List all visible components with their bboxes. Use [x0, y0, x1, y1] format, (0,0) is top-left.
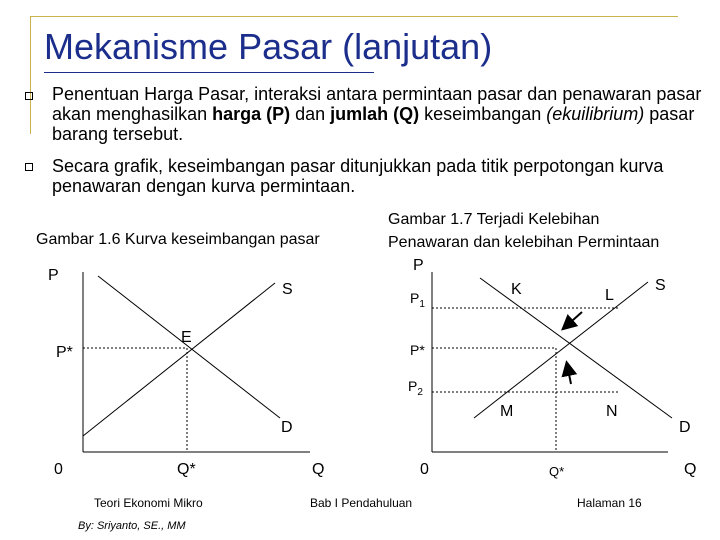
figure2-s-label: S — [655, 277, 666, 294]
figure2-diagram — [408, 257, 696, 479]
figure2-q-label: Q — [684, 461, 697, 478]
footer-page-number: Halaman 16 — [577, 496, 642, 510]
figure2-downward-pressure-arrow-icon — [564, 312, 582, 328]
figure1-caption: Gambar 1.6 Kurva keseimbangan pasar — [36, 231, 320, 248]
footer-author: By: Sriyanto, SE., MM — [78, 520, 186, 532]
figure2-n-label: N — [606, 403, 618, 420]
bullet-text-segment: keseimbangan — [419, 104, 547, 124]
bullet-text-segment: dan — [290, 104, 331, 124]
figure2-upward-pressure-arrow-icon — [567, 364, 571, 384]
figure1-s-label: S — [282, 281, 293, 298]
figure1-d-label: D — [281, 419, 293, 436]
footer-chapter: Bab I Pendahuluan — [310, 496, 413, 510]
figure1-p-star-label: P* — [56, 344, 73, 361]
slide-title: Mekanisme Pasar (lanjutan) — [44, 26, 493, 67]
figure2-caption-line1: Gambar 1.7 Terjadi Kelebihan — [388, 211, 600, 228]
figure1-q-label: Q — [312, 461, 325, 478]
figure2-p-star-label: P* — [410, 342, 425, 358]
figure2-p2-label: $P_2$ — [408, 378, 423, 398]
bullet-text-segment: Penentuan Harga Pasar, interaksi antara permintaan pasar dan penawaran pasar akan menghasilkan — [52, 84, 702, 124]
figure1-demand-curve — [98, 276, 280, 418]
figure2-k-label: K — [511, 281, 522, 298]
figure1-origin-label: 0 — [54, 461, 63, 478]
figure1-diagram — [48, 267, 324, 478]
figure2-l-label: L — [605, 287, 614, 304]
figure2-p1-label: $P_1$ — [410, 290, 425, 310]
figure1-p-label: P — [48, 267, 59, 284]
bullet-text-segment: jumlah (Q) — [330, 104, 420, 124]
figure2-caption-line2: Penawaran dan kelebihan Permintaan — [388, 234, 660, 251]
figure2-supply-curve — [474, 282, 648, 418]
figure1-supply-curve — [83, 283, 275, 436]
figure1-e-label: E — [181, 329, 192, 346]
figure2-origin-label: 0 — [420, 461, 429, 478]
bullet-text-segment: harga (P) — [212, 104, 291, 124]
figure2-m-label: M — [500, 403, 514, 420]
figure2-p-label: P — [413, 257, 424, 274]
bullet-text-segment: pasar barang tersebut. — [52, 104, 695, 144]
figure2-d-label: D — [679, 419, 691, 436]
bullet-text-segment: Secara grafik, keseimbangan pasar ditunjukkan pada titik perpotongan kurva penawaran dengan kurva permintaan. — [52, 156, 664, 196]
figure1-q-star-label: Q* — [177, 461, 196, 478]
footer-course: Teori Ekonomi Mikro — [94, 496, 203, 510]
figure2-q-star-label: Q* — [549, 464, 565, 479]
bullet-text-segment: (ekuilibrium) — [546, 104, 645, 124]
